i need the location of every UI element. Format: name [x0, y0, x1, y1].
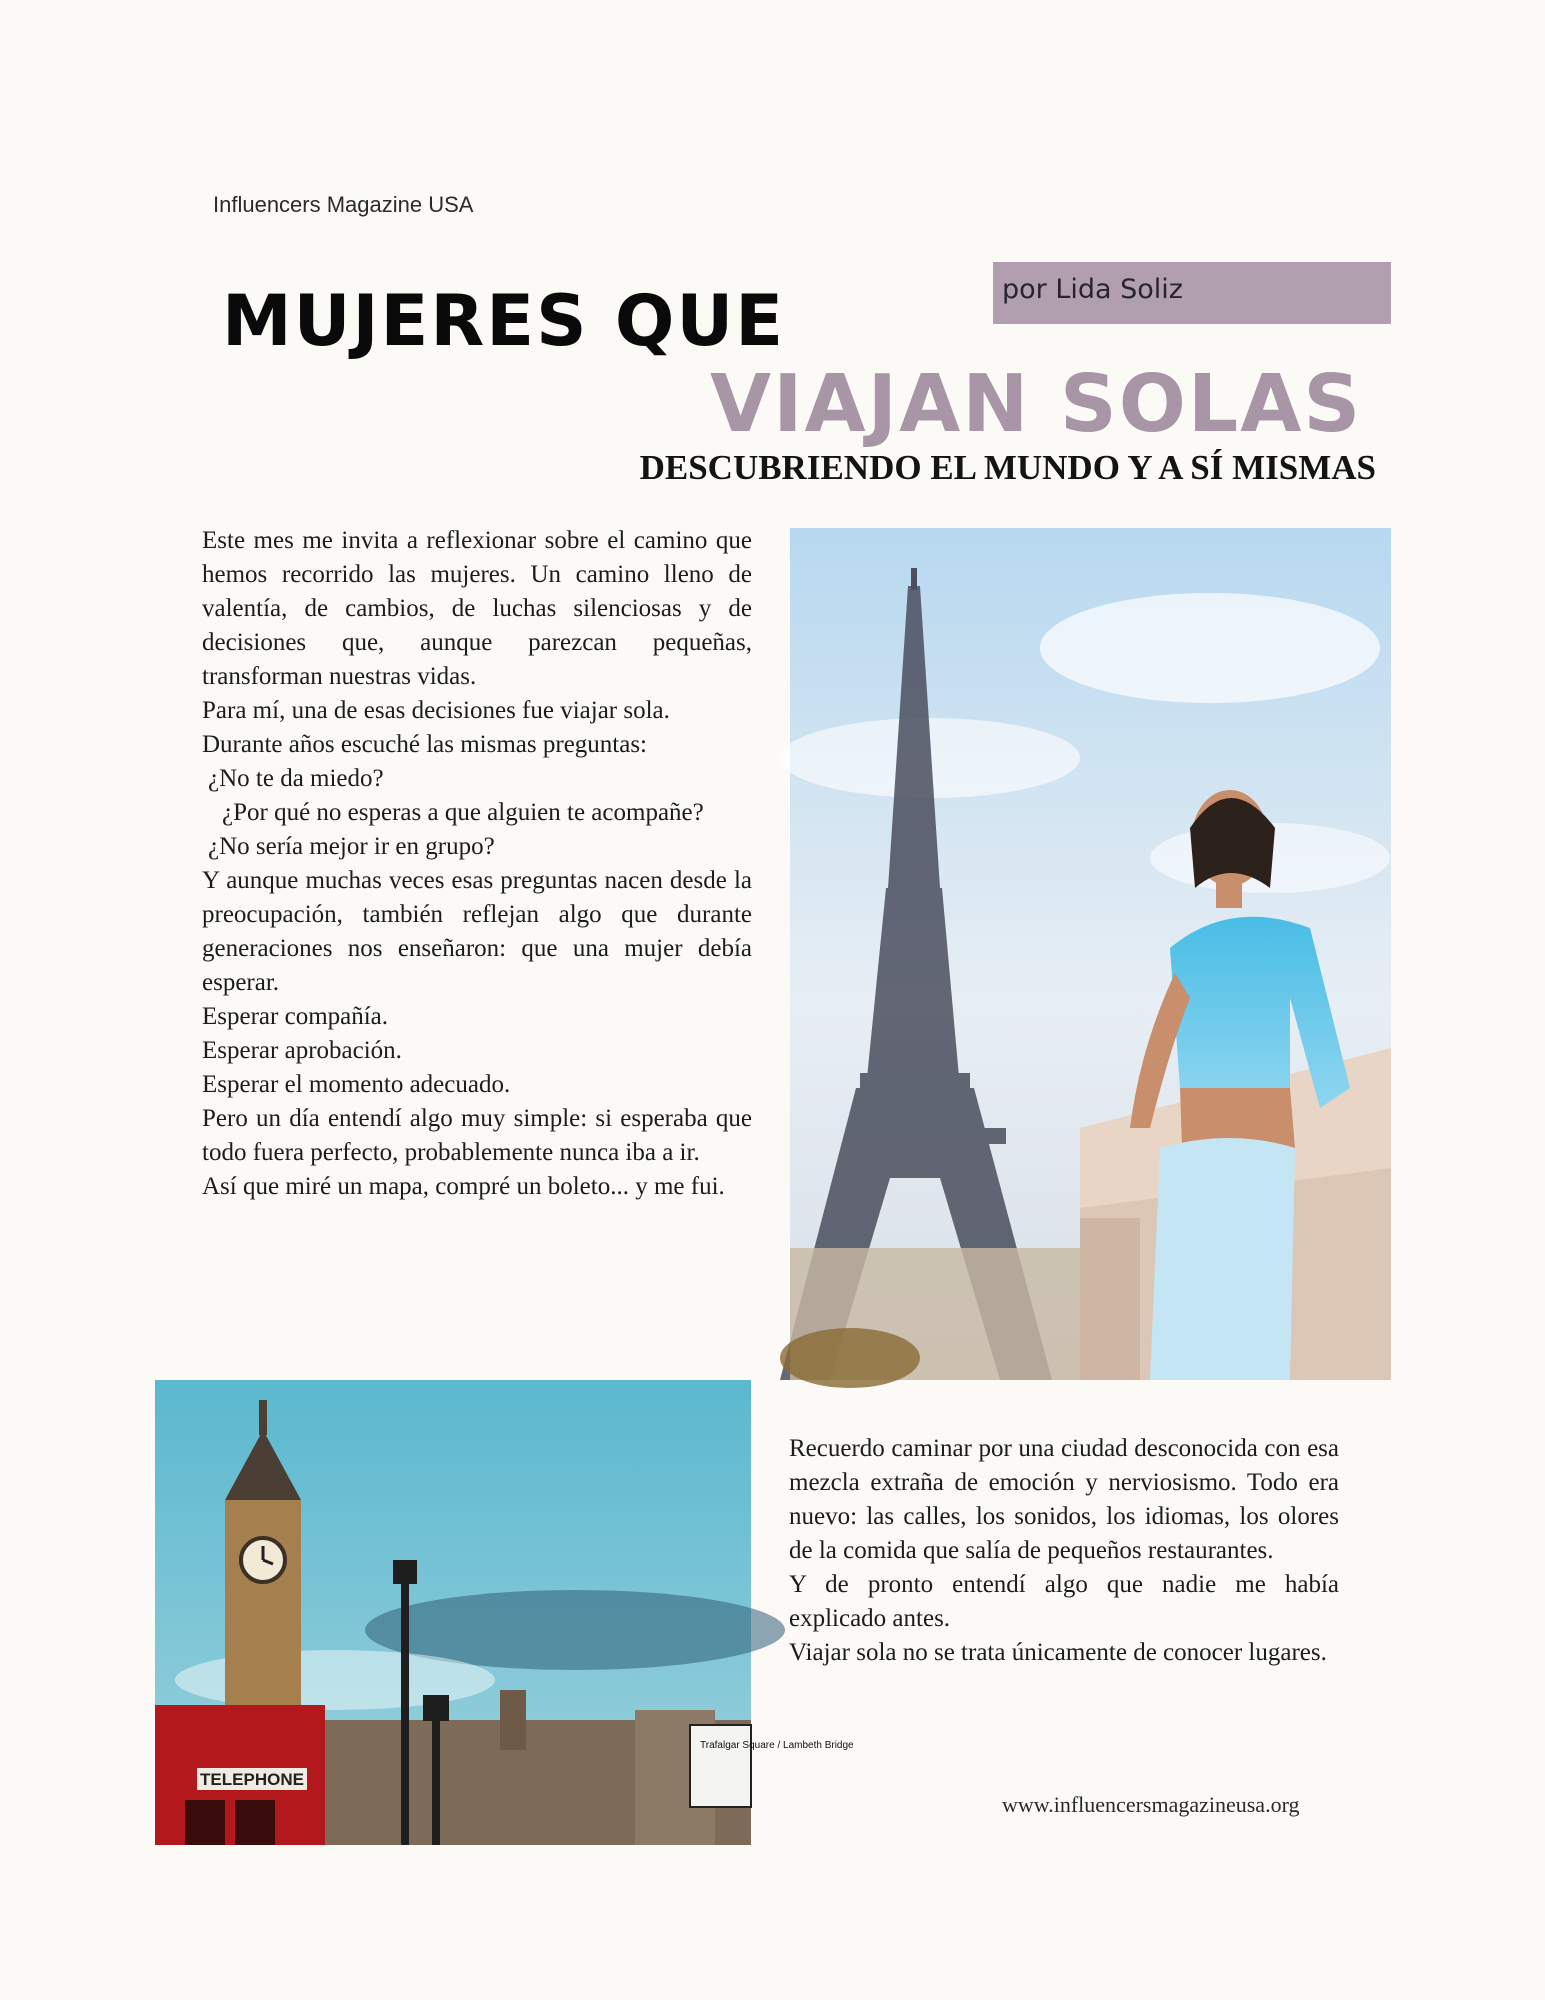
headline-subtitle: DESCUBRIENDO EL MUNDO Y A SÍ MISMAS: [639, 448, 1376, 487]
paragraph: Este mes me invita a reflexionar sobre el camino que hemos recorrido las mujeres. Un camino lleno de valentía, de cambios, de luchas silenciosas y de decisiones que, aunque parezcan pequeñas, transforman nuestras vidas.: [202, 527, 752, 690]
paragraph: Viajar sola no se trata únicamente de conocer lugares.: [789, 1639, 1327, 1666]
telephone-sign: TELEPHONE: [200, 1770, 304, 1789]
question: ¿No te da miedo?: [208, 765, 384, 792]
publication-name: Influencers Magazine USA: [213, 192, 474, 217]
website-link[interactable]: www.influencersmagazineusa.org: [1002, 1792, 1300, 1817]
article-column-left: [202, 524, 752, 1204]
paragraph: Pero un día entendí algo muy simple: si esperaba que todo fuera perfecto, probablemente nunca iba a ir.: [202, 1105, 752, 1166]
paragraph: Para mí, una de esas decisiones fue viajar sola.: [202, 697, 670, 724]
paragraph: Y aunque muchas veces esas preguntas nacen desde la preocupación, también reflejan algo que durante generaciones nos enseñaron: que una mujer debía esperar.: [202, 867, 752, 996]
paragraph: Así que miré un mapa, compré un boleto... y me fui.: [202, 1173, 725, 1200]
london-illustration: [155, 1380, 854, 1845]
article-column-right: [789, 1432, 1339, 1670]
question: ¿No sería mejor ir en grupo?: [208, 833, 495, 860]
question: ¿Por qué no esperas a que alguien te acompañe?: [222, 799, 704, 826]
headline-line-2: VIAJAN SOLAS: [710, 358, 1363, 450]
paragraph: Durante años escuché las mismas preguntas:: [202, 731, 648, 758]
paragraph: Esperar el momento adecuado.: [202, 1071, 511, 1098]
eiffel-tower-photo: [790, 528, 1391, 1380]
headline-line-1: MUJERES QUE: [222, 280, 786, 362]
eiffel-tower-illustration: [790, 528, 1391, 1380]
road-sign: Trafalgar Square / Lambeth Bridge: [700, 1740, 854, 1751]
paragraph: Esperar aprobación.: [202, 1037, 402, 1064]
paragraph: Y de pronto entendí algo que nadie me había explicado antes.: [789, 1571, 1339, 1632]
london-photo: [155, 1380, 854, 1845]
byline: por Lida Soliz: [1002, 274, 1183, 305]
paragraph: Esperar compañía.: [202, 1003, 389, 1030]
paragraph: Recuerdo caminar por una ciudad desconocida con esa mezcla extraña de emoción y nerviosismo. Todo era nuevo: las calles, los sonidos, los idiomas, los olores de la comida que salía de pequeños restaurantes.: [789, 1435, 1339, 1564]
